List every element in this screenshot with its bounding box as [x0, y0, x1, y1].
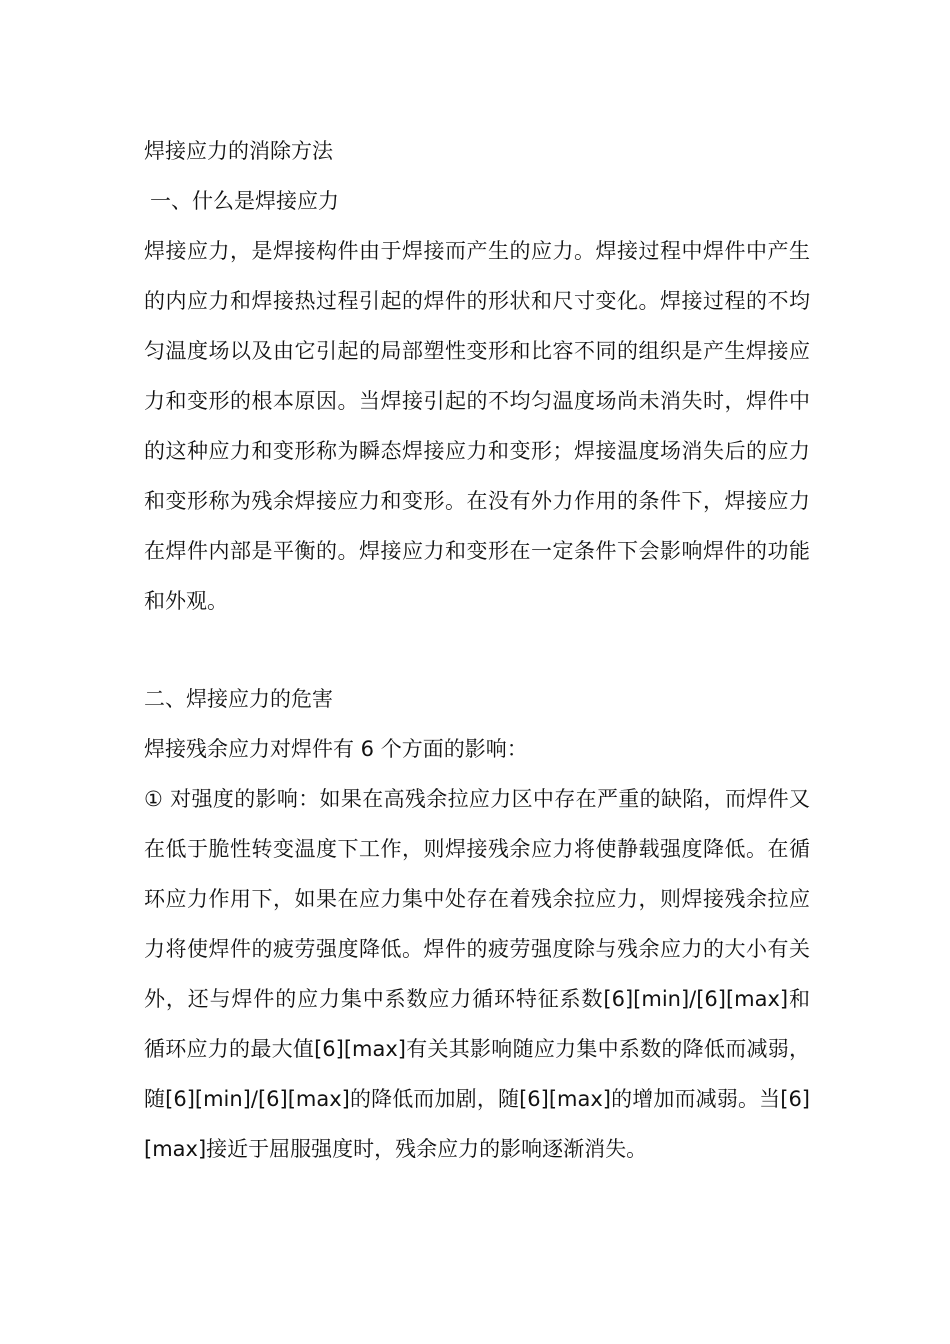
section-paragraph-definition: 焊接应力，是焊接构件由于焊接而产生的应力。焊接过程中焊件中产生的内应力和焊接热过程引起的焊件的形状和尺寸变化。焊接过程的不均匀温度场以及由它引起的局部塑性变形和比容不同的组织是产生焊接应力和变形的根本原因。当焊接引起的不均匀温度场尚未消失时，焊件中的这种应力和变形称为瞬态焊接应力和变形；焊接温度场消失后的应力和变形称为残余焊接应力和变形。在没有外力作用的条件下，焊接应力在焊件内部是平衡的。焊接应力和变形在一定条件下会影响焊件的功能和外观。	[144, 239, 810, 613]
section-paragraph-intro: 焊接残余应力对焊件有 6 个方面的影响：	[144, 737, 528, 761]
section-heading-hazards: 二、焊接应力的危害	[144, 687, 333, 711]
paragraph-spacer	[144, 626, 810, 674]
document-content	[144, 126, 810, 1174]
section-heading-what-is-welding-stress: 一、什么是焊接应力	[150, 189, 339, 213]
list-item-strength-effect: ① 对强度的影响：如果在高残余拉应力区中存在严重的缺陷，而焊件又在低于脆性转变温度下工作，则焊接残余应力将使静载强度降低。在循环应力作用下，如果在应力集中处存在着残余拉应力，则焊接残余拉应力将使焊件的疲劳强度降低。焊件的疲劳强度除与残余应力的大小有关外，还与焊件的应力集中系数应力循环特征系数[6][min]/[6][max]和循环应力的最大值[6][max]有关其影响随应力集中系数的降低而减弱，随[6][min]/[6][max]的降低而加剧，随[6][max]的增加而减弱。当[6][max]接近于屈服强度时，残余应力的影响逐渐消失。	[144, 787, 810, 1161]
document-title: 焊接应力的消除方法	[144, 139, 333, 163]
